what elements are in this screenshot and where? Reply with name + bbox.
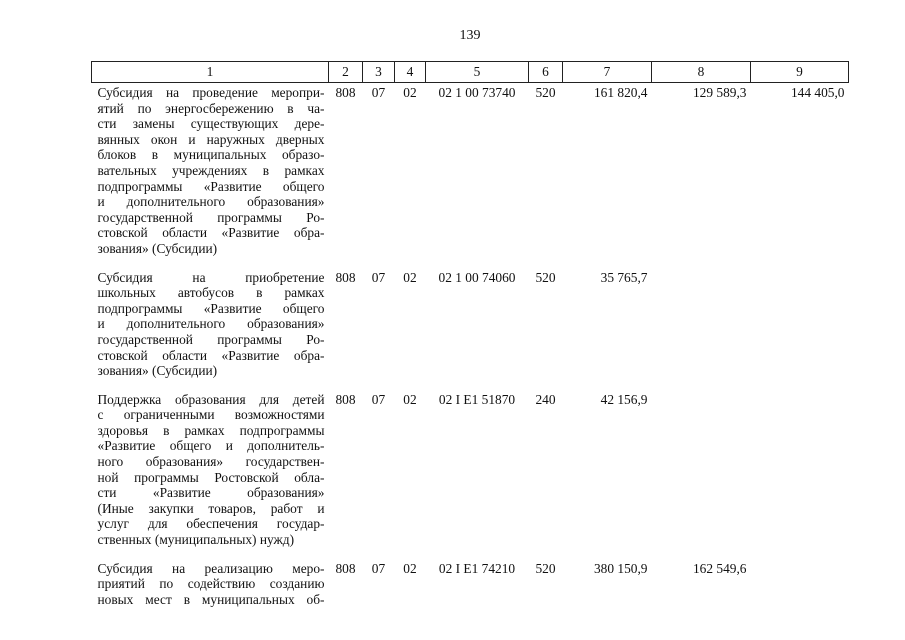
amount-col-8: 162 549,6	[692, 560, 747, 576]
row-description	[92, 268, 329, 390]
column-header-7: 7	[563, 62, 652, 83]
column-header-3: 3	[363, 62, 395, 83]
section-code: 07	[371, 391, 386, 407]
amount-col-9	[751, 268, 849, 390]
table-row	[92, 83, 849, 268]
subsection-code: 02	[403, 560, 417, 576]
target-article-code: 02 I E1 51870	[438, 391, 516, 407]
description-line: услуг для обеспечения государ-	[97, 516, 325, 532]
expense-type-code: 520	[535, 85, 556, 100]
table-header	[92, 62, 849, 83]
description-line: «Развитие общего и дополнитель-	[97, 438, 325, 454]
amount-col-7: 380 150,9	[593, 560, 648, 576]
description-line: ной программы Ростовской обла-	[97, 469, 325, 485]
ministry-code: 808	[335, 269, 356, 285]
section-code: 07	[371, 85, 386, 100]
column-header-6: 6	[529, 62, 563, 83]
page-number: 139	[459, 28, 481, 43]
description-line: сти «Развитие образования»	[97, 485, 325, 501]
row-description	[92, 390, 329, 559]
row-description	[92, 559, 329, 619]
description-line: вянных окон и наружных дверных	[97, 131, 325, 147]
ministry-code: 808	[335, 85, 356, 100]
description-line: Субсидия на приобретение	[97, 269, 325, 285]
description-line: и дополнительного образования»	[97, 316, 325, 332]
amount-col-7: 42 156,9	[600, 391, 648, 407]
description-line: сти замены существующих дере-	[97, 116, 325, 132]
target-article-code: 02 1 00 74060	[438, 269, 516, 285]
description-line: и дополнительного образования»	[97, 194, 325, 210]
target-article-code: 02 I E1 74210	[438, 560, 516, 576]
amount-col-8	[652, 268, 751, 390]
subsection-code: 02	[403, 85, 417, 100]
header-row	[92, 62, 849, 83]
description-line: стовской области «Развитие обра-	[97, 347, 325, 363]
description-line: новых мест в муниципальных об-	[97, 591, 325, 607]
description-line: здоровья в рамках подпрограммы	[97, 422, 325, 438]
target-article-code: 02 1 00 73740	[438, 85, 516, 100]
description-line: стовской области «Развитие обра-	[97, 225, 325, 241]
amount-col-8	[652, 390, 751, 559]
amount-col-9: 144 405,0	[790, 85, 845, 100]
description-line: Субсидия на проведение меропри-	[97, 85, 325, 100]
ministry-code: 808	[335, 560, 356, 576]
amount-col-7: 161 820,4	[593, 85, 648, 100]
subsection-code: 02	[403, 269, 417, 285]
description-line: вательных учреждениях в рамках	[97, 162, 325, 178]
description-line: с ограниченными возможностями	[97, 407, 325, 423]
description-line: государственной программы Ро-	[97, 209, 325, 225]
amount-col-7: 35 765,7	[600, 269, 648, 285]
description-line: подпрограммы «Развитие общего	[97, 300, 325, 316]
description-line: ятий по энергосбережению в ча-	[97, 100, 325, 116]
row-description	[92, 83, 329, 268]
table-body	[92, 83, 849, 619]
section-code: 07	[371, 269, 386, 285]
column-header-2: 2	[329, 62, 363, 83]
description-line: государственной программы Ро-	[97, 331, 325, 347]
ministry-code: 808	[335, 391, 356, 407]
expense-type-code: 240	[535, 391, 556, 407]
table-row	[92, 390, 849, 559]
description-line: приятий по содействию созданию	[97, 576, 325, 592]
description-line: блоков в муниципальных образо-	[97, 147, 325, 163]
column-header-8: 8	[652, 62, 751, 83]
description-line: Субсидия на реализацию меро-	[97, 560, 325, 576]
column-header-1: 1	[92, 62, 329, 83]
expense-type-code: 520	[535, 269, 556, 285]
column-header-4: 4	[395, 62, 426, 83]
budget-table	[91, 61, 849, 618]
subsection-code: 02	[403, 391, 417, 407]
table-row	[92, 559, 849, 619]
description-line: школьных автобусов в рамках	[97, 285, 325, 301]
table-row	[92, 268, 849, 390]
description-line: Поддержка образования для детей	[97, 391, 325, 407]
description-line: ственных (муниципальных) нужд)	[97, 532, 295, 548]
amount-col-8: 129 589,3	[692, 85, 747, 100]
expense-type-code: 520	[535, 560, 556, 576]
description-line: подпрограммы «Развитие общего	[97, 178, 325, 194]
section-code: 07	[371, 560, 386, 576]
amount-col-9	[751, 390, 849, 559]
description-line: (Иные закупки товаров, работ и	[97, 500, 325, 516]
description-line: ного образования» государствен-	[97, 454, 325, 470]
description-line: зования» (Субсидии)	[97, 363, 218, 379]
description-line: зования» (Субсидии)	[97, 240, 218, 256]
column-header-9: 9	[751, 62, 849, 83]
column-header-5: 5	[426, 62, 529, 83]
amount-col-9	[751, 559, 849, 619]
